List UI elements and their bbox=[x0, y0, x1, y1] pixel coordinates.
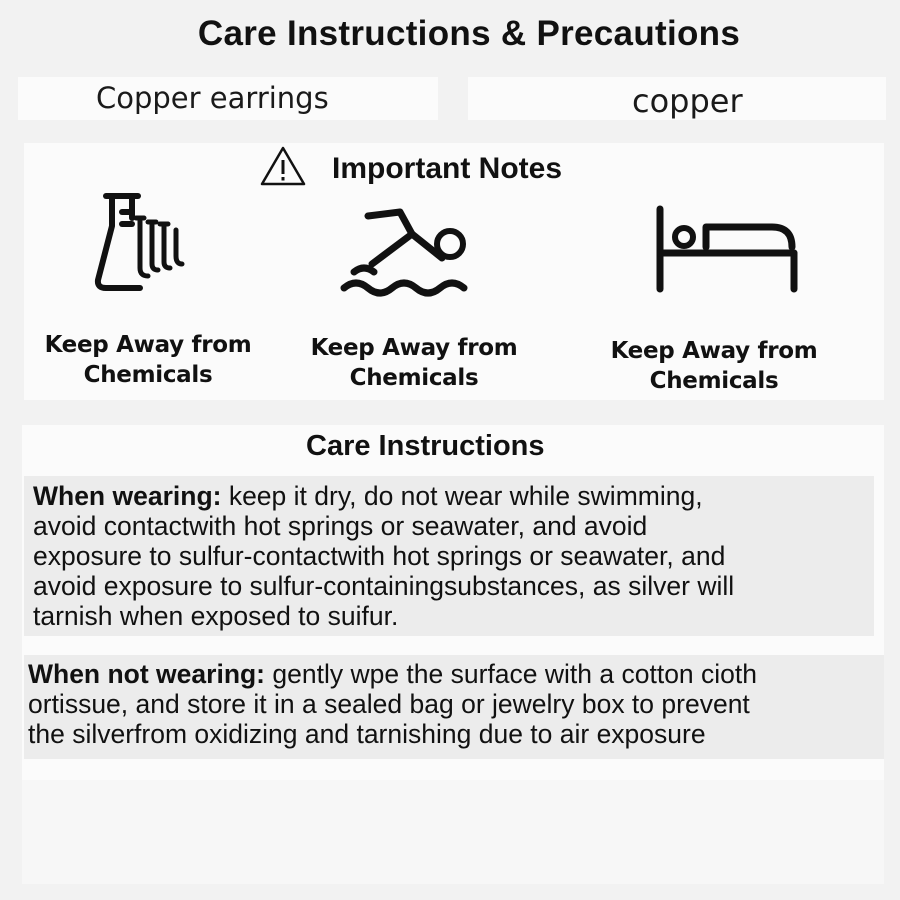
wearing-line-5: tarnish when exposed to suifur. bbox=[33, 601, 399, 631]
not-wearing-line-3: the silverfrom oxidizing and tarnishing due to air exposure bbox=[28, 719, 706, 749]
care-instructions-heading: Care Instructions bbox=[306, 430, 545, 462]
bed-icon bbox=[654, 205, 800, 293]
wearing-paragraph bbox=[33, 481, 883, 631]
chemical-lab-icon bbox=[92, 190, 192, 294]
note-caption-3-line2: Chemicals bbox=[649, 368, 779, 394]
warning-icon bbox=[260, 145, 306, 187]
not-wearing-line-2: ortissue, and store it in a sealed bag or jewelry box to prevent bbox=[28, 689, 750, 719]
note-caption-1 bbox=[40, 330, 256, 390]
note-caption-3 bbox=[606, 336, 822, 396]
important-notes-heading: Important Notes bbox=[332, 152, 563, 185]
wearing-label: When wearing: bbox=[33, 481, 222, 511]
note-caption-2-line1: Keep Away from bbox=[310, 335, 518, 361]
material-field bbox=[468, 77, 886, 120]
note-caption-1-line2: Chemicals bbox=[83, 362, 213, 388]
note-caption-1-line1: Keep Away from bbox=[44, 332, 252, 358]
product-name-value: Copper earrings bbox=[96, 81, 329, 115]
not-wearing-paragraph bbox=[28, 659, 888, 749]
wearing-line-3: exposure to sulfur-contactwith hot springs or seawater, and bbox=[33, 541, 726, 571]
not-wearing-label: When not wearing: bbox=[28, 659, 266, 689]
page-title: Care Instructions & Precautions bbox=[197, 14, 741, 53]
swimming-icon bbox=[338, 200, 472, 300]
wearing-line-1: keep it dry, do not wear while swimming, bbox=[221, 481, 703, 511]
material-value: copper bbox=[632, 82, 743, 120]
note-caption-2-line2: Chemicals bbox=[349, 365, 479, 391]
not-wearing-line-1: gently wpe the surface with a cotton cioth bbox=[265, 659, 758, 689]
wearing-line-2: avoid contactwith hot springs or seawater, and avoid bbox=[33, 511, 648, 541]
note-caption-3-line1: Keep Away from bbox=[610, 338, 818, 364]
note-caption-2 bbox=[306, 333, 522, 393]
blank-area bbox=[22, 780, 884, 884]
wearing-line-4: avoid exposure to sulfur-containingsubstances, as silver will bbox=[33, 571, 735, 601]
product-name-field bbox=[18, 77, 438, 120]
